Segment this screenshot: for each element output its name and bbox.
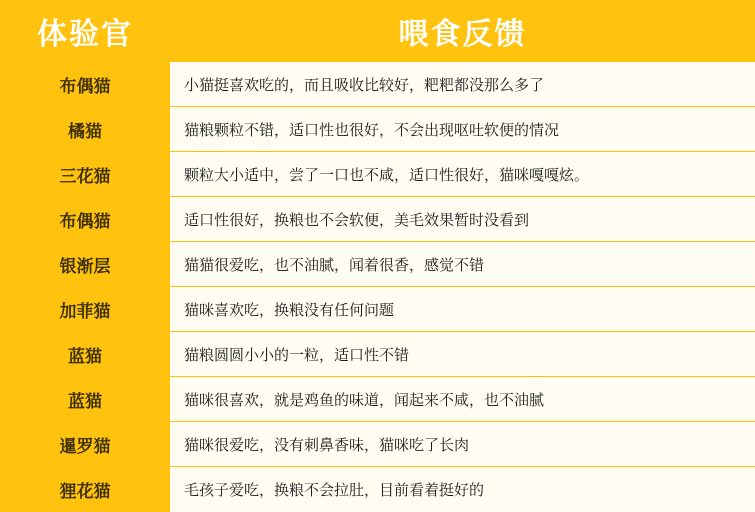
- cell-cat-name: 三花猫: [0, 152, 170, 197]
- table-header: [0, 0, 755, 62]
- table-row: [0, 197, 755, 242]
- table-row: [0, 377, 755, 422]
- cell-feedback-text: 适口性很好，换粮也不会软便，美毛效果暂时没看到: [170, 197, 755, 242]
- cell-cat-name: 蓝猫: [0, 377, 170, 422]
- cell-cat-name: 加菲猫: [0, 287, 170, 332]
- header-cell-feedback: 喂食反馈: [398, 17, 527, 52]
- cell-feedback-text: 毛孩子爱吃，换粮不会拉肚，目前看着挺好的: [170, 467, 755, 512]
- table-body: [0, 62, 755, 512]
- header-cell-experiencer: 体验官: [37, 17, 133, 52]
- table-row: [0, 422, 755, 467]
- table-row: [0, 107, 755, 152]
- cell-cat-name: 银渐层: [0, 242, 170, 287]
- cell-feedback-text: 猫咪很爱吃，没有刺鼻香味，猫咪吃了长肉: [170, 422, 755, 467]
- cell-feedback-text: 猫猫很爱吃，也不油腻，闻着很香，感觉不错: [170, 242, 755, 287]
- table-row: [0, 467, 755, 512]
- cell-feedback-text: 猫咪很喜欢，就是鸡鱼的味道，闻起来不咸，也不油腻: [170, 377, 755, 422]
- cell-cat-name: 狸花猫: [0, 467, 170, 512]
- cell-feedback-text: 颗粒大小适中，尝了一口也不咸，适口性很好，猫咪嘎嘎炫。: [170, 152, 755, 197]
- table-row: [0, 242, 755, 287]
- table-row: [0, 152, 755, 197]
- cell-cat-name: 布偶猫: [0, 197, 170, 242]
- cell-feedback-text: 小猫挺喜欢吃的，而且吸收比较好，粑粑都没那么多了: [170, 62, 755, 107]
- cell-cat-name: 蓝猫: [0, 332, 170, 377]
- cell-cat-name: 暹罗猫: [0, 422, 170, 467]
- cell-feedback-text: 猫咪喜欢吃，换粮没有任何问题: [170, 287, 755, 332]
- cell-cat-name: 布偶猫: [0, 62, 170, 107]
- cell-cat-name: 橘猫: [0, 107, 170, 152]
- table-row: [0, 62, 755, 107]
- cell-feedback-text: 猫粮颗粒不错，适口性也很好，不会出现呕吐软便的情况: [170, 107, 755, 152]
- cell-feedback-text: 猫粮圆圆小小的一粒，适口性不错: [170, 332, 755, 377]
- table-row: [0, 332, 755, 377]
- table-row: [0, 287, 755, 332]
